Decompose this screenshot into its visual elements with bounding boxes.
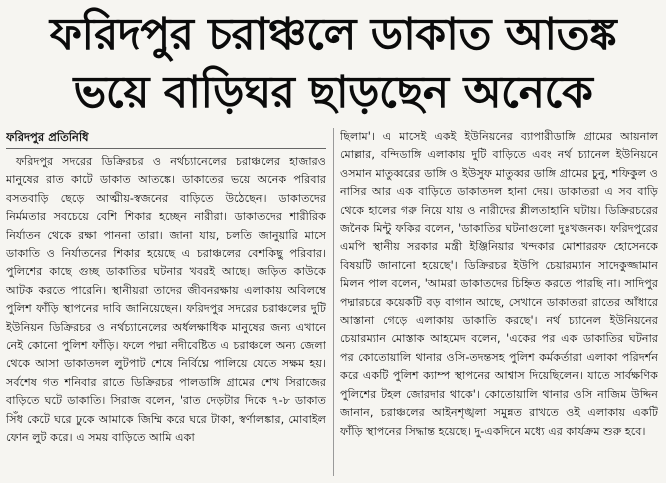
headline-line-1: ফরিদপুর চরাঞ্চলে ডাকাত আতঙ্ক xyxy=(49,9,617,60)
left-column xyxy=(6,128,326,480)
headline-line-2: ভয়ে বাড়িঘর ছাড়ছেন অনেকে xyxy=(73,67,593,118)
paragraph: ফরিদপুর সদরের ডিক্রিরচর ও নর্থচ্যানেলের চরাঞ্চলের হাজারও মানুষের রাত কাটে ডাকাত আতঙ্কে। ডাকাতের ভয়ে অনেক পরিবার বসতবাড়ি ছেড়ে আত্মীয়-স্বজনের বাড়িতে উঠেছেন। ডাকাতদের নির্মমতার সবচেয়ে বেশি শিকার হচ্ছেন নারীরা। ডাকাতদের শারীরিক নির্যাতন থেকে রক্ষা পাননা তারা। জানা যায়, চলতি জানুয়ারি মাসে ডাকাতি ও নির্যাতনের শিকার হয়েছে এ চরাঞ্চলের বেশকিছু পরিবার। পুলিশের কাছে গুচ্ছ ডাকাতির ঘটনার খবরই আছে। জড়িত কাউকে আটক করতে পারেনি। স্থানীয়রা তাদের জীবনরক্ষায় এলাকায় অবিলম্বে পুলিশ ফাঁড়ি স্থাপনের দাবি জানিয়েছেন। ফরিদপুর সদরের চরাঞ্চলের দুটি ইউনিয়ন ডিক্রিরচর ও নর্থচ্যানেলের অর্ধলক্ষাধিক মানুষের জন্য এখানে নেই কোনো পুলিশ ফাঁড়ি। ফলে পদ্মা নদীবেষ্টিত এ চরাঞ্চলে অন্য জেলা থেকে আসা ডাকাতদল লুটপাট শেষে নির্বিঘ্নে পালিয়ে যেতে সক্ষম হয়। সর্বশেষ গত শনিবার রাতে ডিক্রিরচর পালডাঙ্গি গ্রামের শেখ সিরাজের বাড়িতে ঘটে ডাকাতি। সিরাজ বলেন, 'রাত দেড়টার দিকে ৭-৮ ডাকাত সিঁধ কেটে ঘরে ঢুকে আমাকে জিম্মি করে ঘরে টাকা, স্বর্ণালঙ্কার, মোবাইল ফোন লুট করে। এ সময় বাড়িতে আমি একা xyxy=(6,155,326,445)
column-divider xyxy=(333,128,334,476)
byline-divider xyxy=(6,148,326,149)
byline: ফরিদপুর প্রতিনিধি xyxy=(6,130,89,144)
paragraph: ছিলাম'। এ মাসেই একই ইউনিয়নের ব্যাপারীডাঙ্গি গ্রামের আয়নাল মোল্লার, বন্দিডাঙ্গি এলাকায় দুটি বাড়িতে এবং নর্থ চ্যানেল ইউনিয়নে ওসমান মাতুব্বরের ডাঙ্গি ও ইউসুফ মাতুব্বর ডাঙ্গি গ্রামের চুনু, শফিকুল ও নাসির আর এক বাড়িতে ডাকাতদল হানা দেয়। ডাকাতরা এ সব বাড়ি থেকে হালের গরু নিয়ে যায় ও নারীদের শ্লীলতাহানি ঘটায়। ডিক্রিরচরের জনৈক মিন্টু ফকির বলেন, 'ডাকাতির ঘটনাগুলো দুঃখজনক। ফরিদপুরের এমপি স্থানীয় সরকার মন্ত্রী ইঞ্জিনিয়ার খন্দকার মোশাররফ হোসেনকে বিষয়টি জানানো হয়েছে'। ডিক্রিরচর ইউপি চেয়ারম্যান সাদেকুজ্জামান মিলন পাল বলেন, 'আমরা ডাকাতদের চিহ্নিত করতে পারছি না। সাদিপুর পদ্মারচরে কয়েকটি বড় বাগান আছে, সেখানে ডাকাতরা রাতের আঁধারে আস্তানা গেড়ে এলাকায় ডাকাতি করছে'। নর্থ চ্যানেল ইউনিয়নের চেয়ারম্যান মোস্তাক আহমেদ বলেন, 'একের পর এক ডাকাতির ঘটনার পর কোতোয়ালি থানার ওসি-তদন্তসহ পুলিশ কর্মকর্তারা এলাকা পরিদর্শন করে একটি পুলিশ ক্যাম্প স্থাপনের আশ্বাস দিয়েছিলেন। যাতে সার্বক্ষণিক পুলিশের টহল জোরদার থাকে'। কোতোয়ালি থানার ওসি নাজিম উদ্দিন জানান, চরাঞ্চলের আইনশৃঙ্খলা সমুন্নত রাখতে ওই এলাকায় একটি ফাঁড়ি স্থাপনের সিদ্ধান্ত হয়েছে। দু-একদিনে মধ্যে এর কার্যক্রম শুরু হবে। xyxy=(340,130,658,438)
right-column xyxy=(340,128,658,480)
headline xyxy=(0,6,666,122)
